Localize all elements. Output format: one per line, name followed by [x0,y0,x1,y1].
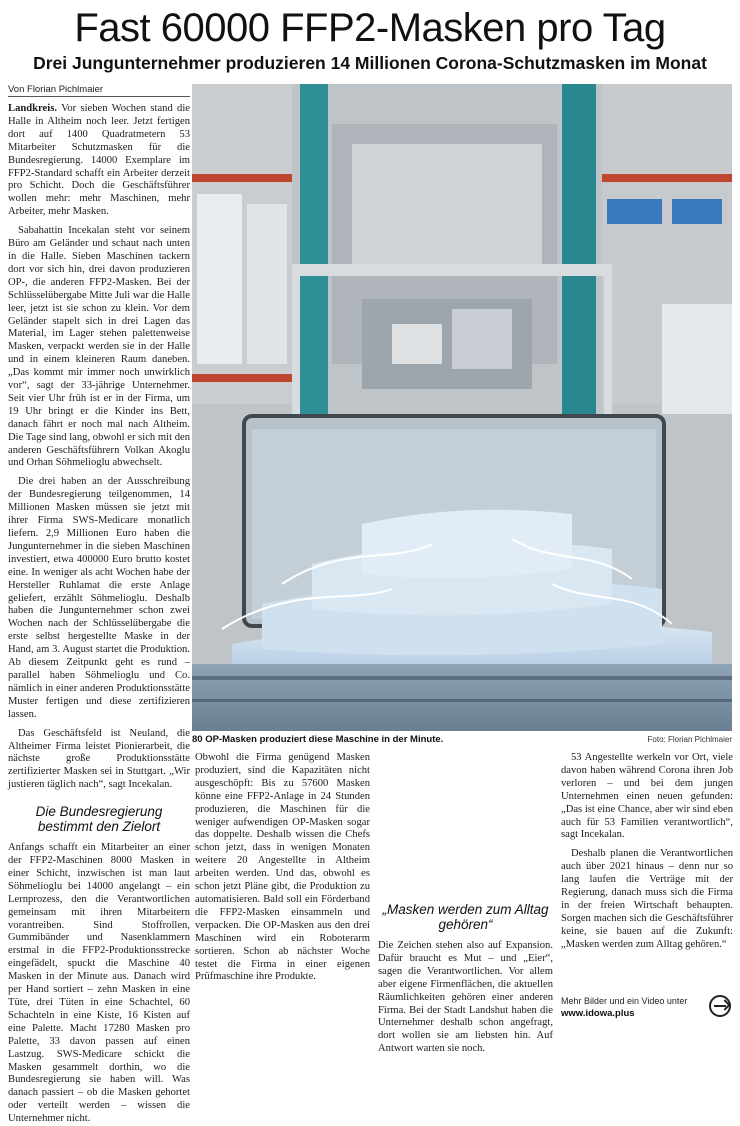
photo-caption: 80 OP-Masken produziert diese Maschine in der Minute. [192,734,444,745]
subhead-bundesregierung: Die Bundesregierung bestimmt den Zielort [35,804,163,835]
photo-credit: Foto: Florian Pichlmaier [647,735,732,744]
paragraph: Landkreis. Vor sieben Wochen stand die Halle in Altheim noch leer. Jetzt fertigen dort auf 1400 Quadratmetern 53 Mitarbeiter Schutzmasken für die Bundesregierung. 14000 Exemplare im FFP2-Standard schafft ein Arbeiter derzeit pro Schicht. Doch die Geschäftsführer wollen mehr: mehr Maschinen, mehr Arbeiter, mehr Masken. [8,103,190,218]
paragraph: Das Geschäftsfeld ist Neuland, die Altheimer Firma leistet Pionierarbeit, die nächste große Produktionsstätte zertifizierter Masken sei in Stuttgart. „Wir justieren täglich nach“, sagt Incekalan. [8,727,190,791]
text-column-1 [8,103,190,1126]
author-rule [8,96,190,97]
mask-machine-photo [192,84,732,731]
article-author: Von Florian Pichlmaier [8,84,104,95]
paragraph: Die drei haben an der Ausschreibung der Bundesregierung teilgenommen, 14 Millionen Masken müssen sie jetzt mit ihrer Firma SWS-Medicare monatlich liefern. 2,9 Millionen Euro haben die Jungunternehmer in die sieben Maschinen investiert, etwa 400000 Euro brutto kostet eine. In weniger als acht Wochen habe der Hersteller Ruhlamat die erste Anlage geliefert, erzählt Söhmelioglu. Deshalb haben die Jungunternehmer schon zwei Wochen nach der Schlüsselübergabe die erste selbst hergestellte Maske in der Hand, am 3. August startet die Produktion. Ab diesem Zeitpunkt geht es rund – parallel haben Söhmelioglu und Co. nämlich in einer anderen Produktionsstätte Muster fertigen und diese zertifizieren lassen. [8,476,190,720]
paragraph: Sabahattin Incekalan steht vor seinem Büro am Geländer und schaut nach unten in die Halle. Sieben Maschinen tackern dort vor sich hin, drei davon produzieren OP-, die anderen FFP2-Masken. Bei der Schlüsselübergabe Mitte Juli war die Halle leer, jetzt ist sie schon zu klein. Vor dem Geländer stapelt sich in drei Lagen das Material, im Lager stehen palettenweise Masken, verpackt werden sie in der Halle und in einem kleineren Raum daneben. „Das kommt mir immer noch unwirklich vor“, sagt der 33-jährige Unternehmer. Seit vier Uhr früh ist er in der Firma, um 19 Uhr bringt er die Kinder ins Bett, danach fährt er noch mal nach Altheim. Die Tage sind lang, obwohl er sich mit den anderen Geschäftsführern Volkan Akoglu und Orhan Söhmelioglu abwechselt. [8,225,190,469]
text-column-3 [378,752,553,1056]
dateline: Landkreis. [8,103,57,114]
more-info-text: Mehr Bilder und ein Video unter [561,996,688,1006]
text-column-4 [561,752,733,952]
paragraph: Deshalb planen die Verantwortlichen auch über 2021 hinaus – denn nur so lang laufen die Verträge mit der Regierung, danach muss sich die Firma in der freien Wirtschaft behaupten. Sorgen machen sich die Geschäftsführer keine, sie bauen auf die Zukunft: „Masken werden zum Alltag gehören.“ [561,848,733,950]
article-photo [192,84,732,731]
paragraph: Die Zeichen stehen also auf Expansion. Dafür braucht es Mut – und „Eier“, sagen die Verantwortlichen. Vor allem aber eigene Firmenflächen, die aktuellen Räumlichkeiten gehören einer anderen Firma. Bei der Stadt Landshut haben die Unternehmer deshalb schon angefragt, dort wollen sie am liebsten hin. Auf Antwort warten sie noch. [378,940,553,1055]
paragraph: Anfangs schafft ein Mitarbeiter an einer der FFP2-Maschinen 8000 Masken in einer Schicht, inzwischen ist man laut Söhmelioglu bei 14000 angelangt – ein Lernprozess, den die Verantwortlichen gemeinsam mit ihren Mitarbeitern vorantreiben. Sind Stoffrollen, Gummibänder und Nasenklammern erstmal in die FFP2-Produktionsstrecke eingefädelt, spuckt die Maschine 40 Masken in der Minute aus. Danach wird per Hand sortiert – zehn Masken in eine Tüte, drei Tüten in eine Schachtel, 60 Schachteln in eine Kiste, 16 Kisten auf eine Palette. Macht 17280 Masken pro Palette, 33 davon passen auf einen Lastzug. SWS-Medicare schickt die Masken gesammelt dorthin, wo die Bundesregierung sie haben will. Was danach passiert – ob die Masken gehortet oder verteilt werden – wissen die Unternehmer nicht. [8,842,190,1125]
subhead-alltag: „Masken werden zum Alltag gehören“ [382,902,549,932]
paragraph: 53 Angestellte werkeln vor Ort, viele davon haben während Corona ihren Job verloren – und bei dem jungen Unternehmen einen neuen gefunden: „Das ist eine Chance, aber wir sind eben auch für 53 Familien verantwortlich“, sagt Incekalan. [561,752,733,841]
paragraph: Obwohl die Firma genügend Masken produziert, sind die Kapazitäten nicht ausgeschöpft: Bis zu 57600 Masken könne eine FFP2-Anlage in 24 Stunden produzieren, die Maschinen für die weniger aufwendigen OP-Masken sogar das doppelte. Deshalb wissen die Chefs schon jetzt, dass in wenigen Monaten weitere 20 Angestellte in Altheim arbeiten werden. Und das, obwohl es schon jetzt Pläne gibt, die Produktion zu automatisieren. Bald soll ein Förderband die FFP2-Masken einsammeln und verpacken. Die OP-Masken aus den drei Maschinen wird ein Roboterarm sortieren. Schon ab nächster Woche testet die Firma in einer eigenen Prüfmaschine ihre Produkte. [195,752,370,983]
arrow-circle-icon [709,995,731,1017]
article-subheadline: Drei Jungunternehmer produzieren 14 Millionen Corona-Schutzmasken im Monat [33,53,707,73]
article-headline: Fast 60000 FFP2-Masken pro Tag [74,6,666,50]
text-column-2 [195,752,370,984]
website-link[interactable]: www.idowa.plus [561,1008,635,1019]
